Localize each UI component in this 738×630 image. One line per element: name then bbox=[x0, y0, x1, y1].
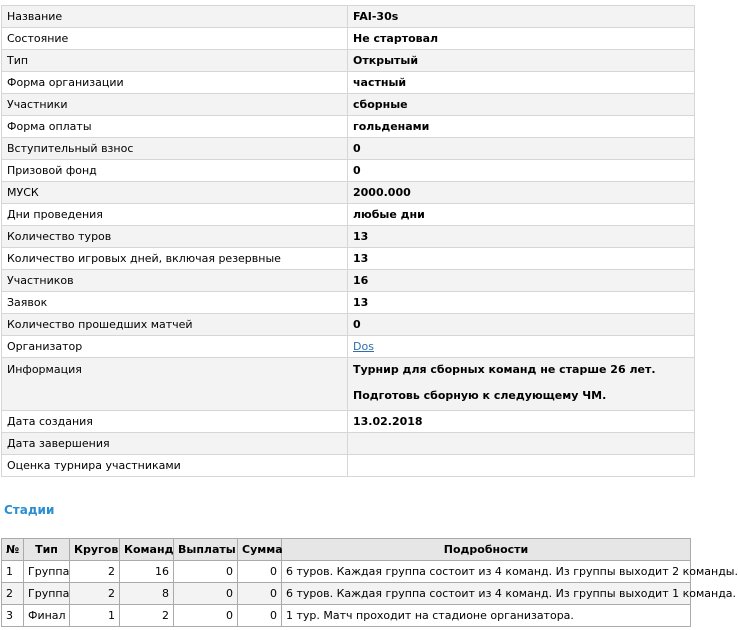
information-line: Подготовь сборную к следующему ЧМ. bbox=[353, 389, 607, 402]
stage-rounds: 1 bbox=[70, 605, 120, 627]
stage-payouts: 0 bbox=[174, 605, 238, 627]
stage-row bbox=[2, 583, 691, 605]
info-row bbox=[2, 314, 695, 336]
rounds-count: 13 bbox=[348, 226, 695, 248]
info-row bbox=[2, 358, 695, 411]
organizer-cell bbox=[348, 336, 695, 358]
stage-type: Финал bbox=[24, 605, 70, 627]
info-row bbox=[2, 433, 695, 455]
info-row bbox=[2, 72, 695, 94]
stage-details: 6 туров. Каждая группа состоит из 4 команд. Из группы выходит 2 команды. bbox=[282, 561, 691, 583]
column-header: № bbox=[2, 539, 24, 561]
match-days: любые дни bbox=[348, 204, 695, 226]
info-label: Участников bbox=[2, 270, 348, 292]
tournament-info-table bbox=[1, 5, 695, 477]
info-label: Вступительный взнос bbox=[2, 138, 348, 160]
info-label: Призовой фонд bbox=[2, 160, 348, 182]
info-row bbox=[2, 226, 695, 248]
info-row bbox=[2, 94, 695, 116]
info-row bbox=[2, 455, 695, 477]
stages-table bbox=[1, 538, 738, 627]
info-label: МУСК bbox=[2, 182, 348, 204]
column-header: Подробности bbox=[282, 539, 691, 561]
stages-section-title: Стадии bbox=[4, 503, 55, 517]
info-row bbox=[2, 6, 695, 28]
column-header: Выплаты bbox=[174, 539, 238, 561]
info-row bbox=[2, 50, 695, 72]
tournament-status: Не стартовал bbox=[348, 28, 695, 50]
participants-type: сборные bbox=[348, 94, 695, 116]
entry-fee: 0 bbox=[348, 138, 695, 160]
info-label: Форма оплаты bbox=[2, 116, 348, 138]
stage-rounds: 2 bbox=[70, 561, 120, 583]
played-matches-count: 0 bbox=[348, 314, 695, 336]
stage-rounds: 2 bbox=[70, 583, 120, 605]
info-label: Дата завершения bbox=[2, 433, 348, 455]
info-row bbox=[2, 292, 695, 314]
info-row bbox=[2, 248, 695, 270]
info-row bbox=[2, 270, 695, 292]
stages-header-row bbox=[2, 539, 691, 561]
info-label: Информация bbox=[2, 358, 348, 411]
info-label: Количество прошедших матчей bbox=[2, 314, 348, 336]
organizer-link[interactable]: Dos bbox=[353, 340, 374, 353]
stage-teams: 8 bbox=[120, 583, 174, 605]
info-row bbox=[2, 182, 695, 204]
info-row bbox=[2, 411, 695, 433]
stage-sum: 0 bbox=[238, 605, 282, 627]
info-row bbox=[2, 138, 695, 160]
info-label: Оценка турнира участниками bbox=[2, 455, 348, 477]
info-row bbox=[2, 160, 695, 182]
organization-form: частный bbox=[348, 72, 695, 94]
info-label: Количество игровых дней, включая резервные bbox=[2, 248, 348, 270]
stage-row bbox=[2, 561, 691, 583]
stage-teams: 16 bbox=[120, 561, 174, 583]
info-row bbox=[2, 204, 695, 226]
applications-count: 13 bbox=[348, 292, 695, 314]
stage-number: 1 bbox=[2, 561, 24, 583]
creation-date: 13.02.2018 bbox=[348, 411, 695, 433]
prize-fund: 0 bbox=[348, 160, 695, 182]
info-label: Участники bbox=[2, 94, 348, 116]
information-cell bbox=[348, 358, 695, 411]
stage-details: 6 туров. Каждая группа состоит из 4 команд. Из группы выходит 1 команда. bbox=[282, 583, 691, 605]
info-label: Организатор bbox=[2, 336, 348, 358]
column-header: Команд bbox=[120, 539, 174, 561]
column-header: Тип bbox=[24, 539, 70, 561]
info-label: Количество туров bbox=[2, 226, 348, 248]
info-row bbox=[2, 116, 695, 138]
participants-count: 16 bbox=[348, 270, 695, 292]
info-row bbox=[2, 28, 695, 50]
info-label: Тип bbox=[2, 50, 348, 72]
info-label: Дни проведения bbox=[2, 204, 348, 226]
stage-payouts: 0 bbox=[174, 583, 238, 605]
information-line: Турнир для сборных команд не старше 26 лет. bbox=[353, 363, 656, 376]
stage-sum: 0 bbox=[238, 583, 282, 605]
info-label: Заявок bbox=[2, 292, 348, 314]
stage-payouts: 0 bbox=[174, 561, 238, 583]
info-row bbox=[2, 336, 695, 358]
column-header: Кругов bbox=[70, 539, 120, 561]
info-label: Состояние bbox=[2, 28, 348, 50]
tournament-rating bbox=[348, 455, 695, 477]
stage-sum: 0 bbox=[238, 561, 282, 583]
stage-row bbox=[2, 605, 691, 627]
info-label: Дата создания bbox=[2, 411, 348, 433]
stage-number: 3 bbox=[2, 605, 24, 627]
stage-details: 1 тур. Матч проходит на стадионе организатора. bbox=[282, 605, 691, 627]
end-date bbox=[348, 433, 695, 455]
column-header: Сумма bbox=[238, 539, 282, 561]
stage-type: Группа bbox=[24, 561, 70, 583]
stage-teams: 2 bbox=[120, 605, 174, 627]
stage-type: Группа bbox=[24, 583, 70, 605]
info-label: Форма организации bbox=[2, 72, 348, 94]
payment-form: гольденами bbox=[348, 116, 695, 138]
game-days-count: 13 bbox=[348, 248, 695, 270]
info-label: Название bbox=[2, 6, 348, 28]
tournament-name: FAI-30s bbox=[348, 6, 695, 28]
stage-number: 2 bbox=[2, 583, 24, 605]
tournament-type: Открытый bbox=[348, 50, 695, 72]
musk-value: 2000.000 bbox=[348, 182, 695, 204]
